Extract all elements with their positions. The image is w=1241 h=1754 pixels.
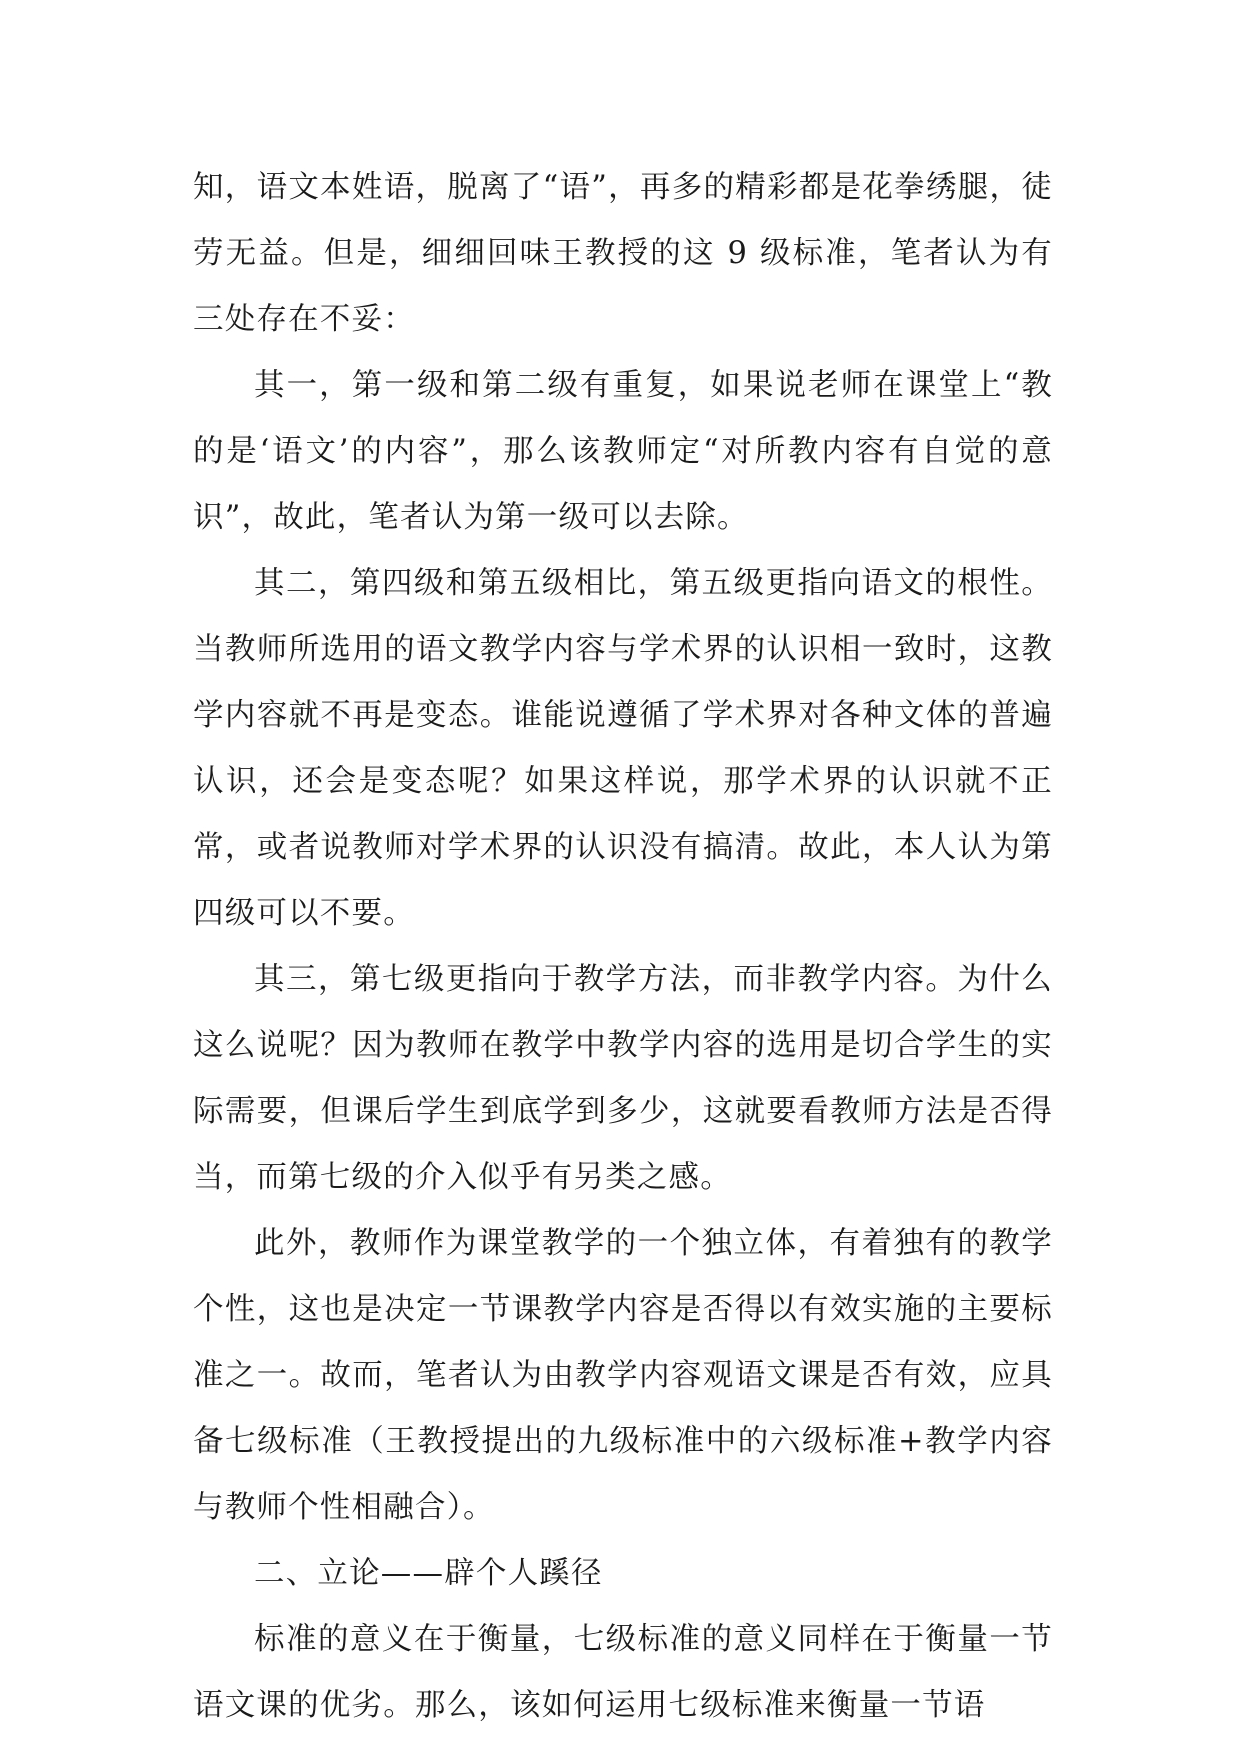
paragraph-point-two: 其二，第四级和第五级相比，第五级更指向语文的根性。当教师所选用的语文教学内容与学术界的认识相一致时，这教学内容就不再是变态。谁能说遵循了学术界对各种文体的普遍认识，还会是变态呢？如果这样说，那学术界的认识就不正常，或者说教师对学术界的认识没有搞清。故此，本人认为第四级可以不要。 [193, 566, 1053, 931]
section-heading: 二、立论——辟个人蹊径 [254, 1556, 603, 1591]
paragraph-point-one: 其一，第一级和第二级有重复，如果说老师在课堂上“教的是‘语文’的内容”，那么该教师定“对所教内容有自觉的意识”，故此，笔者认为第一级可以去除。 [193, 368, 1053, 535]
paragraph-additionally: 此外，教师作为课堂教学的一个独立体，有着独有的教学个性，这也是决定一节课教学内容是否得以有效实施的主要标准之一。故而，笔者认为由教学内容观语文课是否有效，应具备七级标准（王教授提出的九级标准中的六级标准+教学内容与教师个性相融合）。 [193, 1226, 1053, 1525]
paragraph-standard-meaning: 标准的意义在于衡量，七级标准的意义同样在于衡量一节语文课的优劣。那么，该如何运用七级标准来衡量一节语 [193, 1622, 1053, 1723]
paragraph-point-three: 其三，第七级更指向于教学方法，而非教学内容。为什么这么说呢？因为教师在教学中教学内容的选用是切合学生的实际需要，但课后学生到底学到多少，这就要看教师方法是否得当，而第七级的介入似乎有另类之感。 [193, 962, 1053, 1195]
document-body [193, 155, 1053, 1739]
paragraph-continuation: 知，语文本姓语，脱离了“语”，再多的精彩都是花拳绣腿，徒劳无益。但是，细细回味王教授的这 9 级标准，笔者认为有三处存在不妥： [193, 170, 1053, 337]
